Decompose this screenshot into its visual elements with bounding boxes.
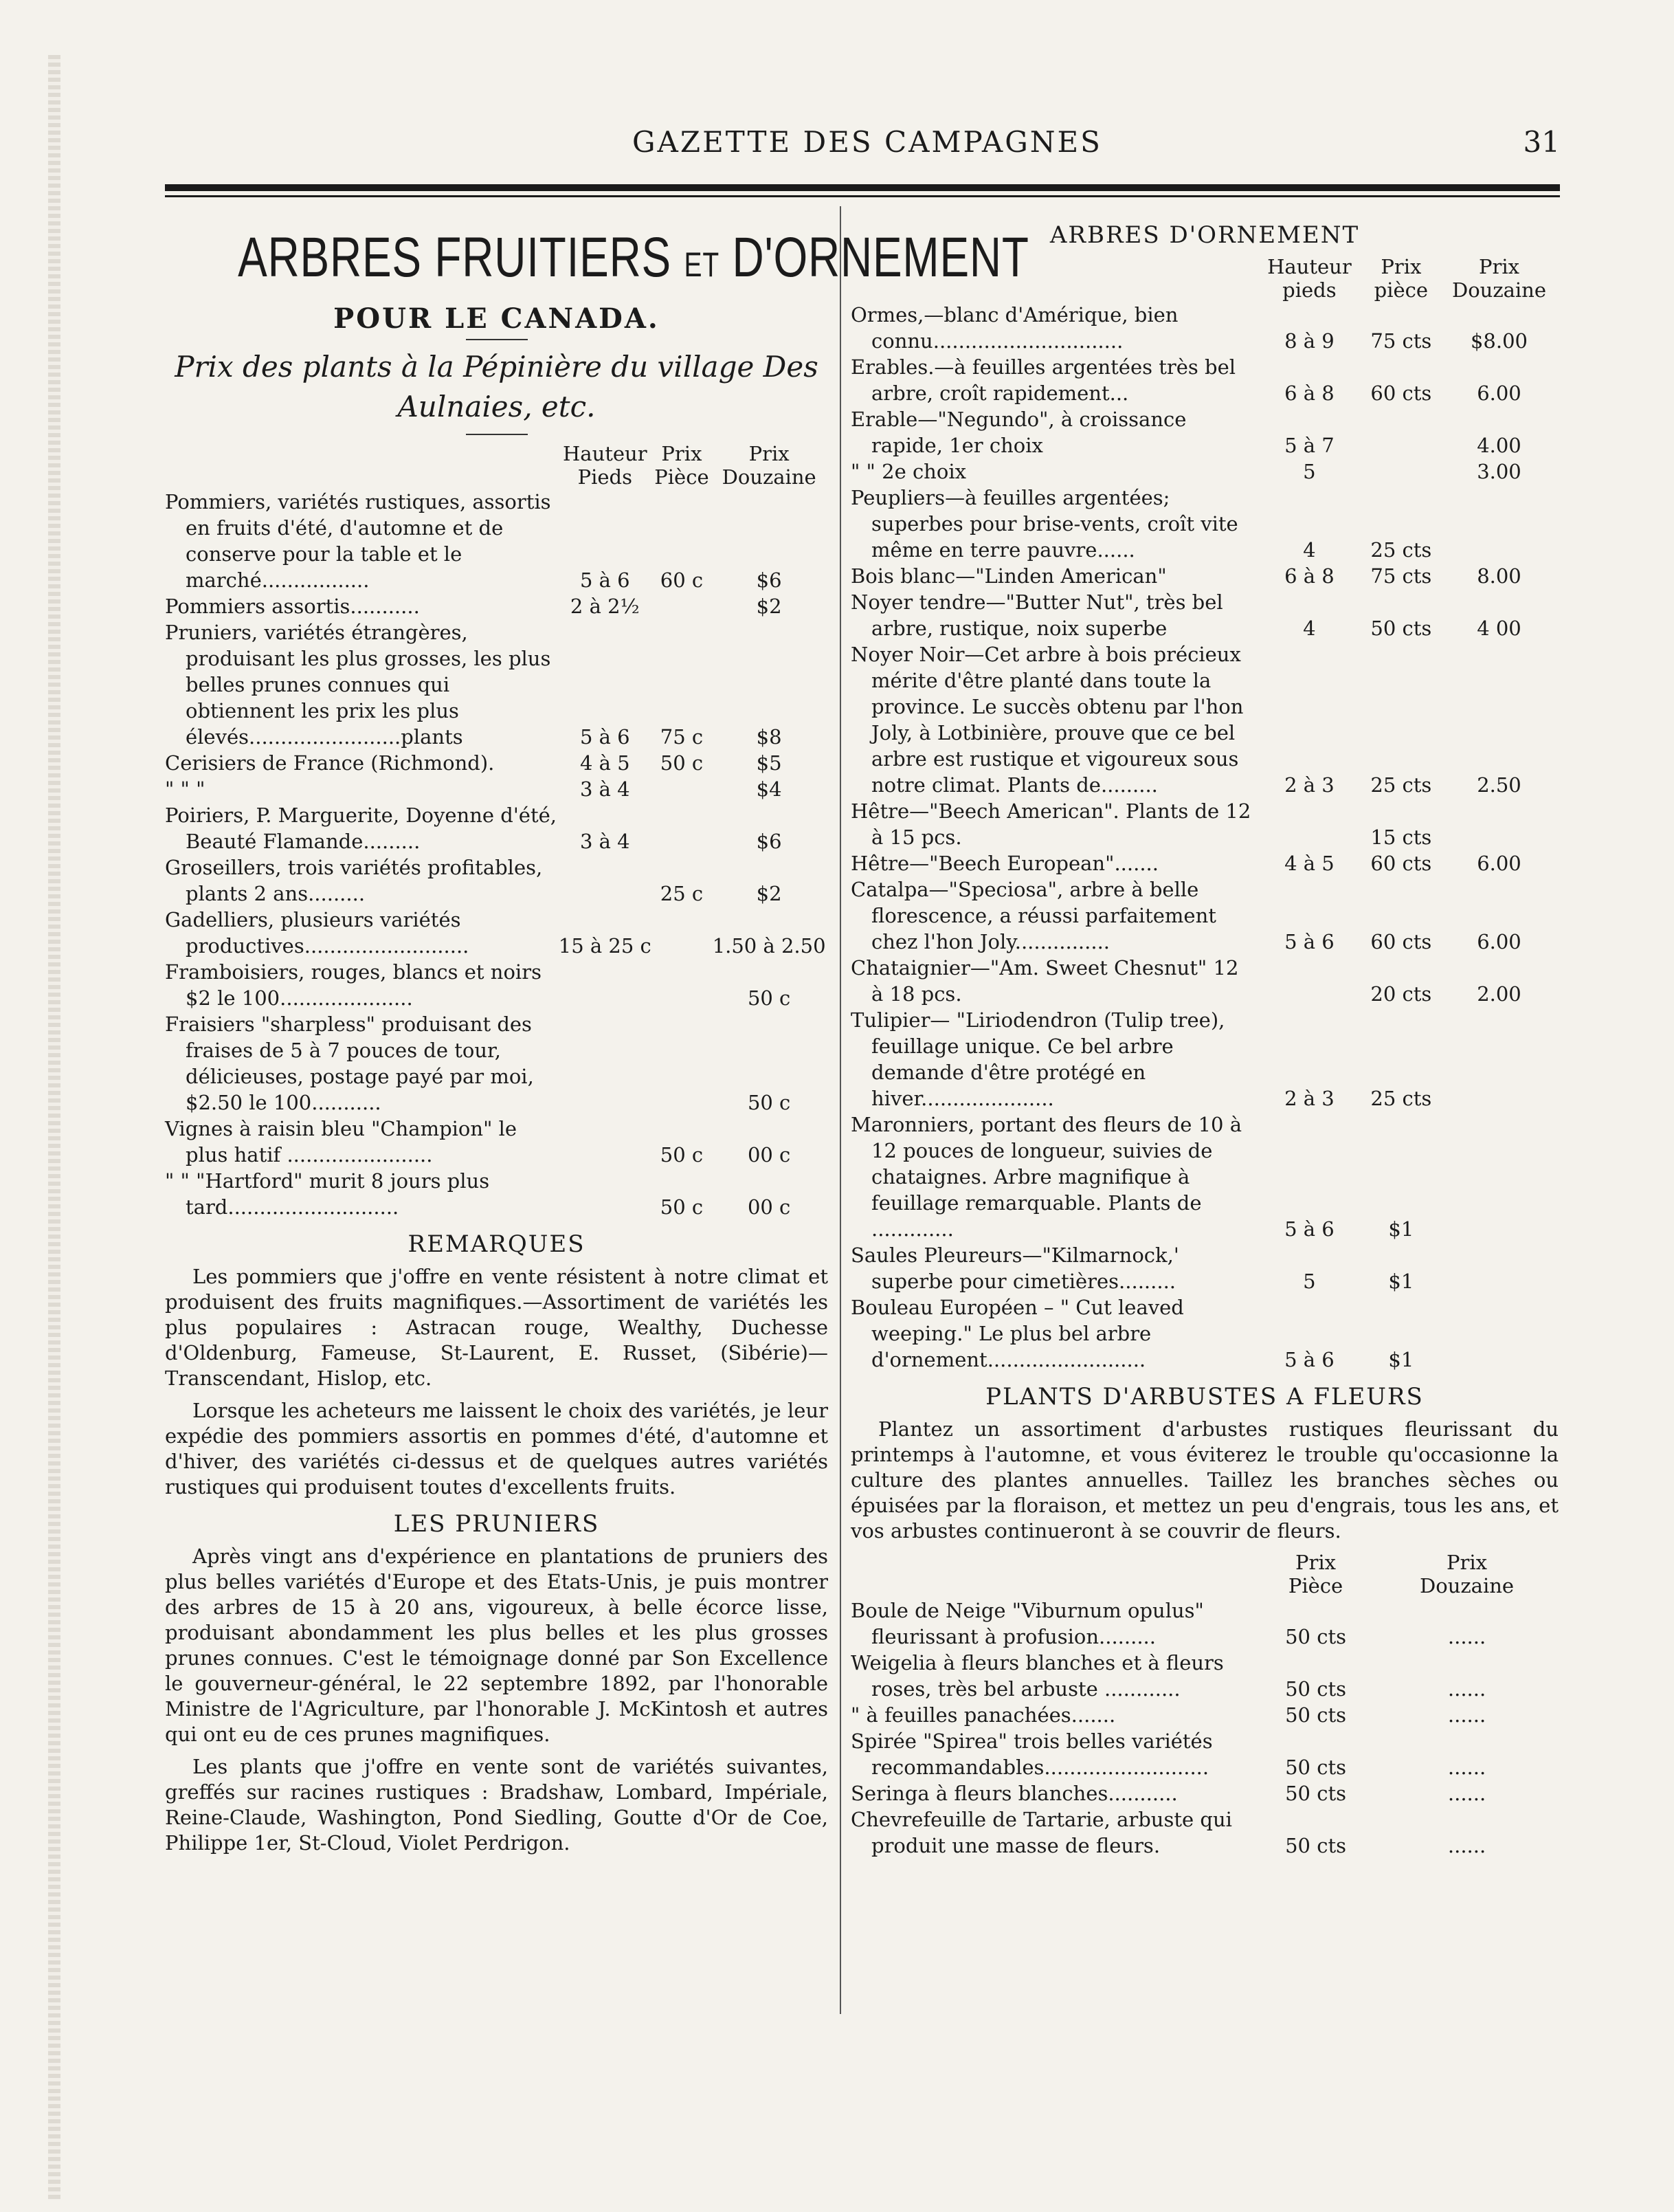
arbustes-title: PLANTS D'ARBUSTES A FLEURS xyxy=(985,1383,1424,1411)
item-d: ...... xyxy=(1447,1703,1486,1727)
page-edge-decoration xyxy=(48,55,60,2200)
arbustes-paragraph: Plantez un assortiment d'arbustes rustiques fleurissant du printemps à l'automne, et vous éviterez le trouble qu'occasionne la culture des plantes annuelles. Taillez les branches sèches ou épuisées par la floraison, et mettez un peu d'engrais, tous les ans, et vos arbustes continueront à se couvrir de fleurs. xyxy=(851,1417,1559,1542)
table-row xyxy=(165,776,828,802)
table-row xyxy=(851,1780,1559,1806)
ornament-trees-price-table xyxy=(851,255,1559,1373)
item-d: 00 c xyxy=(747,1143,791,1166)
item-h: 4 à 5 xyxy=(579,751,630,775)
item-description: " " 2e choix xyxy=(851,460,966,483)
table-row xyxy=(851,798,1559,850)
item-h: 5 à 7 xyxy=(1284,434,1335,457)
headline-part-2: D'ORNEMENT xyxy=(732,226,1029,289)
table-row xyxy=(851,563,1559,589)
item-p: 25 cts xyxy=(1370,773,1432,797)
item-description: Gadelliers, plusieurs variétés productives.......................... xyxy=(165,908,469,958)
item-d: ...... xyxy=(1447,1756,1486,1779)
item-p: 50 c xyxy=(660,1143,704,1166)
item-p: 15 cts xyxy=(1370,826,1432,849)
short-rule xyxy=(466,339,528,340)
item-d xyxy=(1440,485,1559,563)
item-p xyxy=(1363,458,1440,485)
col-prix-douzaine: Prix Douzaine xyxy=(722,442,816,489)
item-description: Hêtre—"Beech American". Plants de 12 à 15 pcs. xyxy=(851,799,1251,849)
table-row xyxy=(165,750,828,776)
table-row xyxy=(851,1242,1559,1294)
table-row xyxy=(165,489,828,593)
item-description: Pruniers, variétés étrangères, produisant les plus grosses, les plus belles prunes connues qui obtiennent les prix les plus élevés........................plants xyxy=(165,621,551,749)
col-hauteur: Hauteur pieds xyxy=(1267,255,1352,302)
table-row xyxy=(851,354,1559,406)
fruit-trees-price-table xyxy=(165,442,828,1220)
item-d: 8.00 xyxy=(1477,564,1521,588)
col-prix-douzaine: Prix Douzaine xyxy=(1451,255,1547,302)
item-description: Bois blanc—"Linden American" xyxy=(851,564,1167,588)
item-p: 50 cts xyxy=(1285,1834,1346,1857)
col-prix-piece: Prix Pièce xyxy=(1288,1551,1343,1597)
header-rule-thin xyxy=(165,195,1560,197)
headline-part-1: ARBRES FRUITIERS xyxy=(238,226,671,289)
item-p xyxy=(654,1011,711,1116)
col-prix-piece: Prix Pièce xyxy=(654,442,709,489)
col-prix-piece: Prix pièce xyxy=(1374,255,1429,302)
item-d: 50 c xyxy=(747,986,791,1010)
table-row xyxy=(851,1111,1559,1242)
item-description: Erables.—à feuilles argentées très bel arbre, croît rapidement... xyxy=(851,355,1236,405)
item-p: 75 cts xyxy=(1370,329,1432,353)
item-description: Bouleau Européen – " Cut leaved weeping." Le plus bel arbre d'ornement......................... xyxy=(851,1296,1184,1371)
item-p: 50 cts xyxy=(1285,1625,1346,1648)
pruniers-title: LES PRUNIERS xyxy=(393,1510,600,1538)
table-row xyxy=(851,1007,1559,1111)
item-p: $1 xyxy=(1388,1270,1414,1293)
item-p xyxy=(654,593,711,619)
table-row xyxy=(165,593,828,619)
item-p: $1 xyxy=(1388,1217,1414,1241)
item-description: Ormes,—blanc d'Amérique, bien connu.............................. xyxy=(851,303,1179,353)
column-separator xyxy=(840,206,841,2014)
item-d: 2.50 xyxy=(1477,773,1521,797)
item-p: 75 cts xyxy=(1370,564,1432,588)
item-description: Chevrefeuille de Tartarie, arbuste qui produit une masse de fleurs. xyxy=(851,1808,1232,1857)
item-d: 2.00 xyxy=(1477,982,1521,1006)
item-description: Weigelia à fleurs blanches et à fleurs roses, très bel arbuste ............ xyxy=(851,1651,1224,1701)
table-row xyxy=(165,802,828,854)
item-description: Chataignier—"Am. Sweet Chesnut" 12 à 18 pcs. xyxy=(851,956,1239,1006)
item-d: $4 xyxy=(756,777,782,801)
item-d: 6.00 xyxy=(1477,930,1521,953)
item-description: Peupliers—à feuilles argentées; superbes pour brise-vents, croît vite même en terre pauvre...... xyxy=(851,486,1238,562)
item-h xyxy=(557,959,654,1011)
item-h: 3 à 4 xyxy=(579,777,630,801)
table-row xyxy=(165,1011,828,1116)
item-h xyxy=(557,1011,654,1116)
table-row xyxy=(851,1597,1559,1650)
item-h: 2 à 3 xyxy=(1284,773,1335,797)
remarques-paragraph-1: Les pommiers que j'offre en vente résistent à notre climat et produisent des fruits magnifiques.—Assortiment de variétés les plus populaires : Astracan rouge, Wealthy, Duchesse d'Oldenburg, Fameuse, St-Laurent, E. Russet, (Sibérie)—Transcendant, Hislop, etc. xyxy=(165,1265,828,1390)
item-d: $2 xyxy=(756,595,782,618)
item-d: 6.00 xyxy=(1477,852,1521,875)
item-description: Groseillers, trois variétés profitables, plants 2 ans......... xyxy=(165,856,543,905)
table-row xyxy=(851,1650,1559,1702)
col-hauteur: Hauteur Pieds xyxy=(562,442,647,489)
item-description: Saules Pleureurs—"Kilmarnock,' superbe pour cimetières......... xyxy=(851,1243,1179,1293)
item-h: 6 à 8 xyxy=(1284,381,1335,405)
item-h: 5 à 6 xyxy=(1284,930,1335,953)
item-h xyxy=(1256,798,1363,850)
item-p: 50 c xyxy=(660,751,704,775)
item-description: Spirée "Spirea" trois belles variétés recommandables.......................... xyxy=(851,1729,1213,1779)
table-row xyxy=(165,1116,828,1168)
table-row xyxy=(851,850,1559,876)
item-h: 5 à 6 xyxy=(1284,1348,1335,1371)
col-description xyxy=(851,255,1256,302)
item-h: 2 à 3 xyxy=(1284,1087,1335,1110)
item-d: 3.00 xyxy=(1477,460,1521,483)
item-h xyxy=(557,1116,654,1168)
item-h: 3 à 4 xyxy=(579,830,630,853)
item-description: Boule de Neige "Viburnum opulus" fleurissant à profusion......... xyxy=(851,1599,1204,1648)
item-description: Framboisiers, rouges, blancs et noirs $2 le 100..................... xyxy=(165,960,542,1010)
item-d: ...... xyxy=(1447,1782,1486,1805)
item-description: Hêtre—"Beech European"....... xyxy=(851,852,1159,875)
item-description: Maronniers, portant des fleurs de 10 à 12 pouces de longueur, suivies de chataignes. Arbre magnifique à feuillage remarquable. Plants de ............. xyxy=(851,1113,1242,1241)
headline-et: ET xyxy=(684,245,719,284)
item-d: $8 xyxy=(756,725,782,749)
table-row xyxy=(851,1294,1559,1373)
item-description: Noyer Noir—Cet arbre à bois précieux mérite d'être planté dans toute la province. Le succès obtenu par l'hon Joly, à Lotbinière, prouve que ce bel arbre est rustique et vigoureux sous notre climat. Plants de......... xyxy=(851,643,1244,797)
item-p: 25 cts xyxy=(1370,1087,1432,1110)
table-row xyxy=(851,458,1559,485)
sub-headline: POUR LE CANADA. xyxy=(333,302,660,335)
item-description: Poiriers, P. Marguerite, Doyenne d'été, Beauté Flamande......... xyxy=(165,804,557,853)
item-h: 4 xyxy=(1303,538,1316,562)
item-d xyxy=(1440,1111,1559,1242)
item-description: Pommiers assortis........... xyxy=(165,595,420,618)
item-h: 4 xyxy=(1303,617,1316,640)
right-column xyxy=(851,210,1559,1859)
col-prix-douzaine: Prix Douzaine xyxy=(1420,1551,1515,1597)
item-d: 6.00 xyxy=(1477,381,1521,405)
item-p: $1 xyxy=(1388,1348,1414,1371)
col-description xyxy=(851,1551,1256,1597)
item-d: ...... xyxy=(1447,1625,1486,1648)
item-description: Tulipier— "Liriodendron (Tulip tree), feuillage unique. Ce bel arbre demande d'être protégé en hiver..................... xyxy=(851,1008,1225,1110)
item-d xyxy=(1440,1007,1559,1111)
item-h: 5 à 6 xyxy=(579,568,630,592)
header-rule-thick xyxy=(165,184,1560,191)
item-h: 5 à 6 xyxy=(579,725,630,749)
item-h: 4 à 5 xyxy=(1284,852,1335,875)
item-p: 60 c xyxy=(660,568,704,592)
item-p: 60 cts xyxy=(1370,852,1432,875)
shrubs-price-table xyxy=(851,1551,1559,1859)
short-rule xyxy=(466,434,528,435)
intro-text: Prix des plants à la Pépinière du village Des Aulnaies, etc. xyxy=(175,350,818,423)
item-d: 50 c xyxy=(747,1091,791,1114)
item-d: 4.00 xyxy=(1477,434,1521,457)
item-p: 60 cts xyxy=(1370,930,1432,953)
item-description: Noyer tendre—"Butter Nut", très bel arbre, rustique, noix superbe xyxy=(851,590,1223,640)
remarques-paragraph-2: Lorsque les acheteurs me laissent le choix des variétés, je leur expédie des pommiers assortis en pommes d'été, d'automne et d'hiver, des variétés ci-dessus et de quelques autres variétés rustiques qui produisent toutes d'excellents fruits. xyxy=(165,1399,828,1498)
table-row xyxy=(851,641,1559,798)
item-h xyxy=(557,854,654,907)
item-description: " " " xyxy=(165,777,205,801)
item-d xyxy=(1440,1242,1559,1294)
item-p: 25 cts xyxy=(1370,538,1432,562)
table-row xyxy=(165,959,828,1011)
item-p: 50 cts xyxy=(1285,1703,1346,1727)
item-h: 15 à 25 c xyxy=(558,934,651,958)
item-d: $2 xyxy=(756,882,782,905)
item-description: Fraisiers "sharpless" produisant des fraises de 5 à 7 pouces de tour, délicieuses, postage payé par moi, $2.50 le 100........... xyxy=(165,1013,534,1114)
item-d: $8.00 xyxy=(1470,329,1528,353)
item-description: Catalpa—"Speciosa", arbre à belle florescence, a réussi parfaitement chez l'hon Joly............... xyxy=(851,878,1216,953)
item-p: 20 cts xyxy=(1370,982,1432,1006)
item-p: 50 cts xyxy=(1285,1756,1346,1779)
item-description: " " "Hartford" murit 8 jours plus tard........................... xyxy=(165,1169,490,1219)
pruniers-paragraph-2: Les plants que j'offre en vente sont de variétés suivantes, greffés sur racines rustiques : Bradshaw, Lombard, Impériale, Reine-Claude, Washington, Pond Siedling, Goutte d'Or de Coe, Philippe 1er, St-Cloud, Violet Perdrigon. xyxy=(165,1755,828,1855)
item-description: Pommiers, variétés rustiques, assortis en fruits d'été, d'automne et de conserve pour la table et le marché................. xyxy=(165,490,551,592)
item-d: ...... xyxy=(1447,1677,1486,1701)
main-headline xyxy=(238,223,1029,299)
item-h xyxy=(1256,955,1363,1007)
item-d xyxy=(1440,798,1559,850)
item-description: Seringa à fleurs blanches........... xyxy=(851,1782,1178,1805)
item-p: 50 cts xyxy=(1370,617,1432,640)
item-p: 50 cts xyxy=(1285,1677,1346,1701)
table-row xyxy=(165,907,828,959)
item-p xyxy=(654,802,711,854)
item-d: 00 c xyxy=(747,1195,791,1219)
item-h xyxy=(557,1168,654,1220)
item-p: 25 c xyxy=(660,882,704,905)
ornement-title: ARBRES D'ORNEMENT xyxy=(1049,221,1360,249)
item-d: $6 xyxy=(756,830,782,853)
item-p xyxy=(654,907,711,959)
table-row xyxy=(851,302,1559,354)
table-row xyxy=(851,955,1559,1007)
pruniers-paragraph-1: Après vingt ans d'expérience en plantations de pruniers des plus belles variétés d'Europe et des Etats-Unis, je puis montrer des arbres de 15 à 20 ans, vigoureux, à belle écorce lisse, produisant abondamment les plus belles et les plus grosses prunes connues. C'est le témoignage donné par Son Excellence le gouverneur-général, le 22 septembre 1892, par l'honorable Ministre de l'Agriculture, par l'honorable J. McKintosh et autres qui ont eu de ces prunes magnifiques. xyxy=(165,1545,828,1746)
item-h: 2 à 2½ xyxy=(570,595,640,618)
table-row xyxy=(165,854,828,907)
item-d: $5 xyxy=(756,751,782,775)
item-p xyxy=(654,776,711,802)
item-p: 75 c xyxy=(660,725,704,749)
table-row xyxy=(851,485,1559,563)
page-header xyxy=(165,125,1560,173)
item-p: 50 cts xyxy=(1285,1782,1346,1805)
table-row xyxy=(851,876,1559,955)
table-row xyxy=(851,589,1559,641)
table-row xyxy=(165,1168,828,1220)
item-d xyxy=(1440,1294,1559,1373)
item-d: 1.50 à 2.50 xyxy=(712,934,826,958)
item-description: Cerisiers de France (Richmond). xyxy=(165,751,495,775)
item-h: 5 à 6 xyxy=(1284,1217,1335,1241)
item-p: 60 cts xyxy=(1370,381,1432,405)
table-row xyxy=(851,1806,1559,1859)
table-row xyxy=(851,1702,1559,1728)
publication-title: GAZETTE DES CAMPAGNES xyxy=(632,125,1102,159)
item-description: Erable—"Negundo", à croissance rapide, 1er choix xyxy=(851,408,1187,457)
item-description: " à feuilles panachées....... xyxy=(851,1703,1116,1727)
page-number: 31 xyxy=(1523,125,1560,159)
table-row xyxy=(851,1728,1559,1780)
item-h: 6 à 8 xyxy=(1284,564,1335,588)
item-d: 4 00 xyxy=(1477,617,1521,640)
item-p xyxy=(654,959,711,1011)
item-p: 50 c xyxy=(660,1195,704,1219)
table-row xyxy=(851,406,1559,458)
item-p xyxy=(1363,406,1440,458)
item-h: 5 xyxy=(1303,460,1316,483)
col-description xyxy=(165,442,557,489)
table-row xyxy=(165,619,828,750)
item-description: Vignes à raisin bleu "Champion" le plus hatif ....................... xyxy=(165,1117,517,1166)
item-h: 5 xyxy=(1303,1270,1316,1293)
item-d: $6 xyxy=(756,568,782,592)
item-h: 8 à 9 xyxy=(1284,329,1335,353)
remarques-title: REMARQUES xyxy=(408,1230,585,1258)
item-d: ...... xyxy=(1447,1834,1486,1857)
